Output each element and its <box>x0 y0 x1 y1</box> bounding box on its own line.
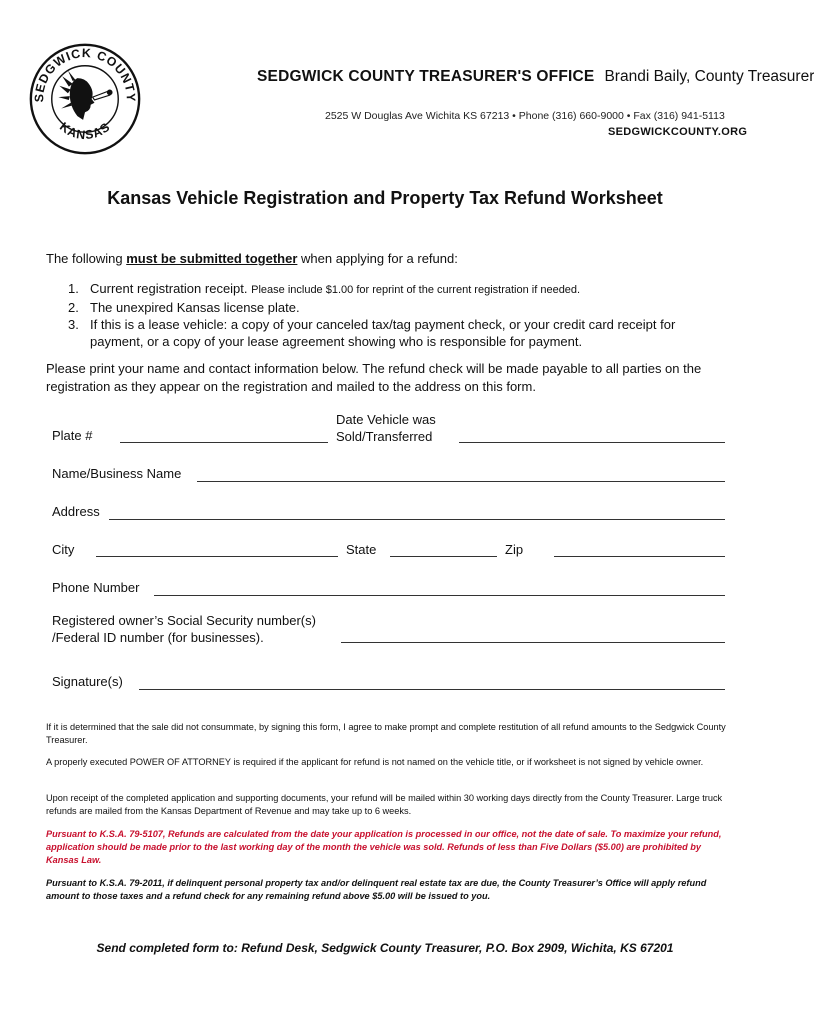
page-title: Kansas Vehicle Registration and Property Tax Refund Worksheet <box>107 188 663 208</box>
list-text: The unexpired Kansas license plate. <box>90 300 300 315</box>
plate-label: Plate # <box>52 428 93 443</box>
list-number: 3. <box>68 317 79 332</box>
signature-input[interactable] <box>139 689 725 690</box>
power-of-attorney-note: A properly executed POWER OF ATTORNEY is required if the applicant for refund is not named on the vehicle title, or if worksheet is not signed by vehicle owner. <box>46 757 704 767</box>
date-sold-label-line1: Date Vehicle was <box>336 412 436 427</box>
ssn-label <box>52 612 316 646</box>
state-label: State <box>346 542 377 557</box>
website-link[interactable]: SEDGWICKCOUNTY.ORG <box>608 126 748 138</box>
intro-emphasis: must be submitted together <box>126 251 298 266</box>
requirements-list <box>68 280 728 350</box>
zip-input[interactable] <box>554 556 725 557</box>
phone-input[interactable] <box>154 595 725 596</box>
treasurer-name: Brandi Baily, County Treasurer <box>604 68 814 85</box>
office-heading <box>257 68 814 86</box>
city-label: City <box>52 542 75 557</box>
date-sold-label-line2: Sold/Transferred <box>336 429 433 444</box>
plate-input[interactable] <box>120 442 328 443</box>
list-note: Please include $1.00 for reprint of the current registration if needed. <box>251 284 581 296</box>
refund-timing-note: Upon receipt of the completed application and supporting documents, your refund will be mailed within 30 working days directly from the County Treasurer. Large truck refunds are mailed from the Kansas Department of Revenue and may take up to 6 weeks. <box>46 793 723 816</box>
office-name: SEDGWICK COUNTY TREASURER'S OFFICE <box>257 68 595 85</box>
list-item <box>68 299 728 316</box>
list-text: Current registration receipt. <box>90 281 252 296</box>
ksa-79-2011-note: Pursuant to K.S.A. 79-2011, if delinquent personal property tax and/or delinquent real estate tax are due, the County Treasurer’s Office will apply refund amount to those taxes and a refund check for any remaining refund above $5.00 will be issued to you. <box>46 878 707 901</box>
name-input[interactable] <box>197 481 725 482</box>
city-input[interactable] <box>96 556 338 557</box>
ssn-label-line2: /Federal ID number (for businesses). <box>52 630 264 645</box>
svg-text:KANSAS: KANSAS <box>56 119 114 143</box>
county-seal-logo <box>28 42 142 156</box>
name-label: Name/Business Name <box>52 466 182 481</box>
address-label: Address <box>52 504 100 519</box>
date-sold-label <box>336 411 436 445</box>
intro-text <box>46 251 458 266</box>
ssn-label-line1: Registered owner’s Social Security number(s) <box>52 613 316 628</box>
intro-prefix: The following <box>46 251 127 266</box>
address-input[interactable] <box>109 519 725 520</box>
list-number: 2. <box>68 300 79 315</box>
instructions-paragraph: Please print your name and contact information below. The refund check will be made payable to all parties on the registration as they appear on the registration and mailed to the address on this form. <box>46 361 702 394</box>
ksa-79-5107-warning: Pursuant to K.S.A. 79-5107, Refunds are calculated from the date your application is processed in our office, not the date of sale. To maximize your refund, application should be made prior to the last working day of the month the vehicle was sold. Refunds of less than Five Dollars ($5.00) are prohibited by Kansas Law. <box>46 829 722 865</box>
restitution-note: If it is determined that the sale did not consummate, by signing this form, I agree to make prompt and complete restitution of all refund amounts to the Sedgwick County Treasurer. <box>46 722 726 745</box>
intro-suffix: when applying for a refund: <box>297 251 458 266</box>
list-text: If this is a lease vehicle: a copy of your canceled tax/tag payment check, or your credit card receipt for payment, or a copy of your lease agreement showing who is responsible for payment. <box>90 317 676 349</box>
zip-label: Zip <box>505 542 524 557</box>
office-contact-line: 2525 W Douglas Ave Wichita KS 67213 • Phone (316) 660-9000 • Fax (316) 941-5113 <box>325 110 725 122</box>
list-item <box>68 316 728 350</box>
state-input[interactable] <box>390 556 497 557</box>
list-item <box>68 280 728 299</box>
list-number: 1. <box>68 281 79 296</box>
ssn-input[interactable] <box>341 642 725 643</box>
phone-label: Phone Number <box>52 580 140 595</box>
signature-label: Signature(s) <box>52 674 123 689</box>
mailing-instructions: Send completed form to: Refund Desk, Sedgwick County Treasurer, P.O. Box 2909, Wichita, KS 67201 <box>96 941 674 955</box>
chief-profile-icon <box>58 71 112 120</box>
svg-text:SEDGWICK COUNTY: SEDGWICK COUNTY <box>32 46 138 103</box>
date-sold-input[interactable] <box>459 442 725 443</box>
